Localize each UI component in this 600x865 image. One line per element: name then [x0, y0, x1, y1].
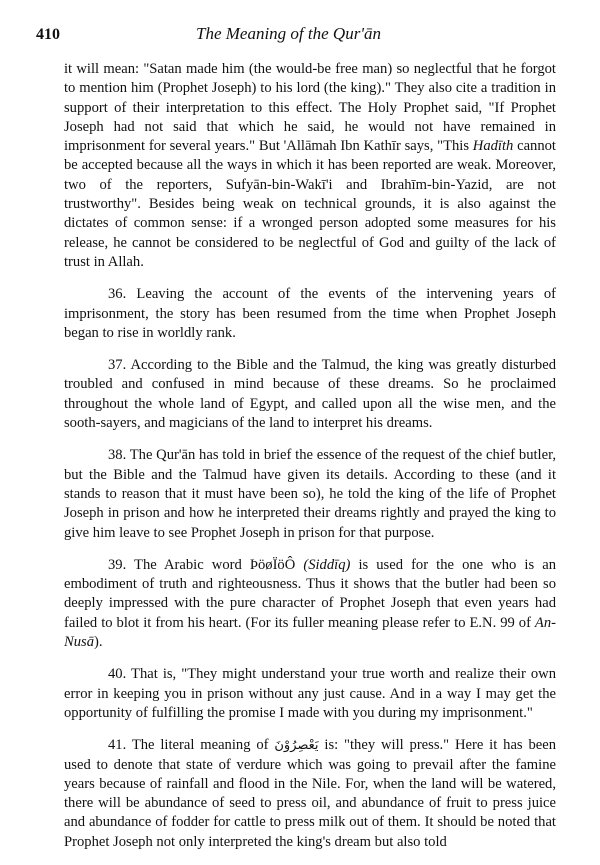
text-run: 41. The literal meaning of [108, 737, 275, 754]
italic-term: (Siddīq) [303, 556, 351, 573]
text-run: 39. The Arabic word [108, 556, 250, 573]
text-run: cannot be accepted because all the ways in which it has been reported are weak. Moreover, two of the reporters, Sufyān-bin-Wakī'i and Ibrahīm-bin-Yazid, are not trustworthy". Besides being weak on technical grounds, it is also against the dictates of common sense: if a wronged person adopted some measures for his release, he cannot be considered to be neglectful of God and guilty of the lack of trust in Allah. [64, 138, 556, 270]
italic-term: An-Nusā [64, 614, 556, 651]
note-40: 40. That is, "They might understand your true worth and realize their own error in keeping you in prison without any just cause. And in a way I may get the opportunity of fulfilling the promise I made with you during my imprisonment." [64, 666, 556, 721]
arabic-word-garbled: ÞöøÏöÔ [249, 556, 296, 573]
text-run: is used for the one who is an embodiment of truth and righteousness. Thus it shows that the butler had been so deeply impressed with the pure character of Prophet Joseph that even years had failed to blot it from his heart. (For its fuller meaning please refer to E.N. 99 of [64, 556, 556, 631]
arabic-word: يَعْصِرُوْنَ [274, 738, 319, 754]
running-title: The Meaning of the Qur'ān [196, 24, 381, 43]
text-run: it will mean: "Satan made him (the would-be free man) so neglectful that he forgot to mention him (Prophet Joseph) to his lord (the king)." They also cite a tradition in support of their interpretation to this effect. The Holy Prophet said, "If Prophet Joseph had not said that which he said, he would not have remained in imprisonment for several years." But 'Allāmah Ibn Kathīr says, "This [64, 61, 556, 155]
text-run: is: "they will press." Here it has been used to denote that state of verdure which was going to prevail after the famine years because of rainfall and flood in the Nile. For, when the land will be watered, there will be abundance of seed to press oil, and abundance of fruit to press juice and abundance of fodder for cattle to press milk out of them. It should be noted that Prophet Joseph not only interpreted the king's dream but also told [64, 737, 556, 850]
note-38: 38. The Qur'ān has told in brief the essence of the request of the chief butler, but the Bible and the Talmud have given its details. According to these (and it stands to reason that it must have been so), he told the king of the life of Prophet Joseph in prison and how he interpreted their dreams rightly and prayed the king to give him leave to see Prophet Joseph in prison for that purpose. [64, 447, 556, 541]
page-number: 410 [36, 26, 60, 43]
italic-term: Hadīth [472, 138, 514, 155]
text-run: ). [94, 634, 103, 651]
page-body [64, 60, 556, 865]
note-37: 37. According to the Bible and the Talmud, the king was greatly disturbed troubled and confused in mind because of these dreams. So he proclaimed throughout the whole land of Egypt, and called upon all the wise men, and the sooth-sayers, and magicians of the land to interpret his dreams. [64, 357, 556, 432]
page-header [36, 20, 564, 50]
paragraph-continuation [64, 60, 556, 272]
note-36: 36. Leaving the account of the events of the intervening years of imprisonment, the story has been resumed from the time when Prophet Joseph began to rise in worldly rank. [64, 286, 556, 341]
note-39 [64, 556, 556, 652]
note-41 [64, 736, 556, 852]
